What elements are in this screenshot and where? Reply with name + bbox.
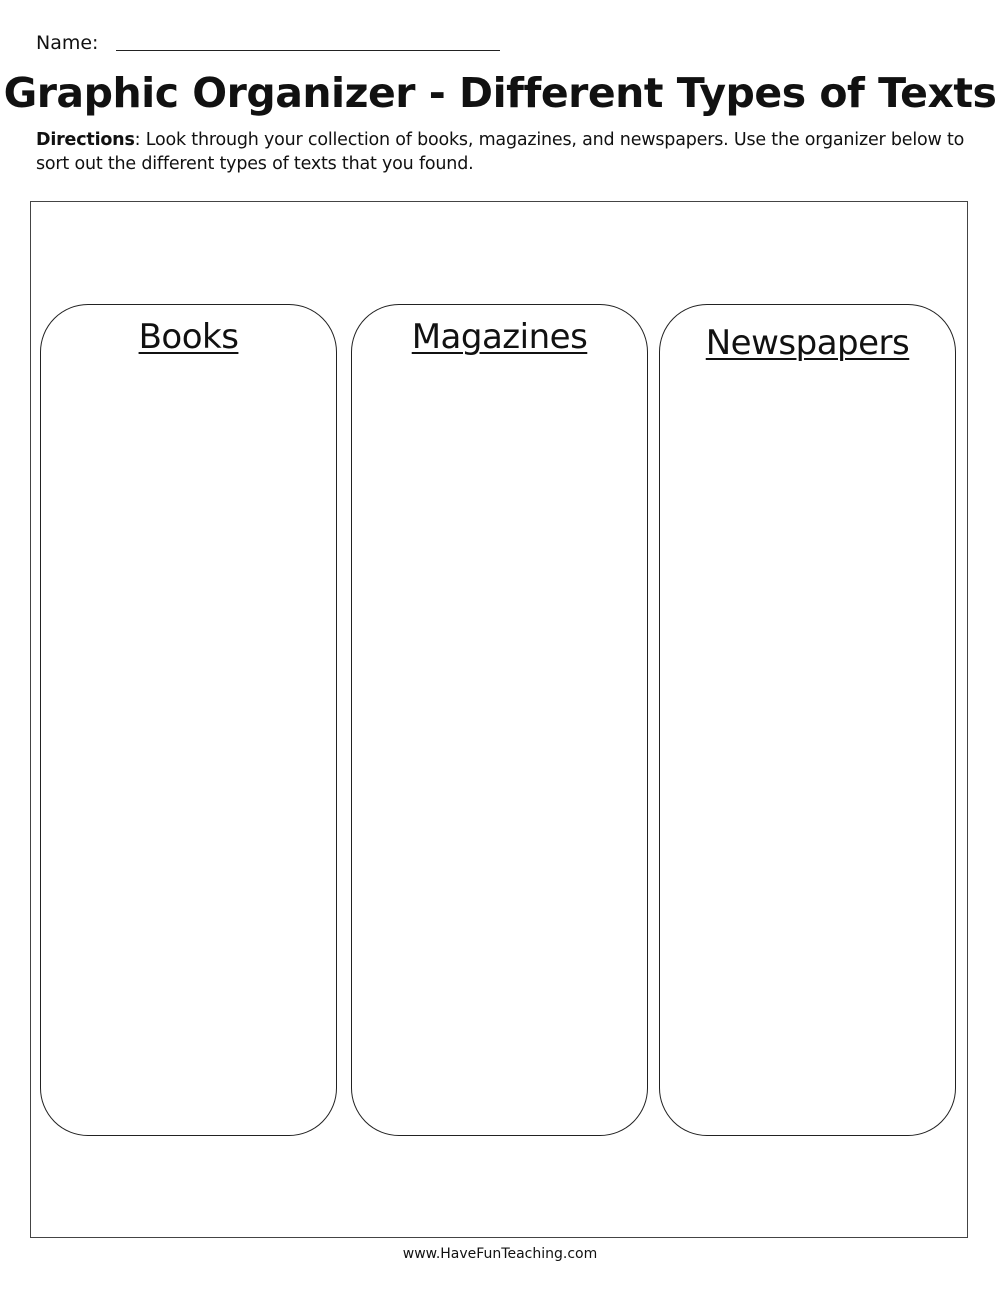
worksheet-title: Graphic Organizer - Different Types of Texts — [3, 69, 997, 117]
directions-label: Directions — [36, 130, 135, 150]
column-heading-magazines: Magazines — [411, 317, 588, 357]
directions-text: : Look through your collection of books, magazines, and newspapers. Use the organizer below to sort out the different types of texts that you found. — [36, 130, 965, 174]
organizer-column-magazines[interactable] — [351, 304, 648, 1136]
name-write-line[interactable] — [116, 50, 500, 51]
organizer-column-books[interactable] — [40, 304, 337, 1136]
column-heading-books: Books — [138, 317, 239, 357]
name-row — [36, 30, 506, 56]
organizer-column-newspapers[interactable] — [659, 304, 956, 1136]
footer-website: www.HaveFunTeaching.com — [402, 1246, 598, 1262]
name-label: Name: — [36, 32, 99, 54]
column-heading-newspapers: Newspapers — [705, 323, 910, 363]
directions — [36, 128, 966, 176]
